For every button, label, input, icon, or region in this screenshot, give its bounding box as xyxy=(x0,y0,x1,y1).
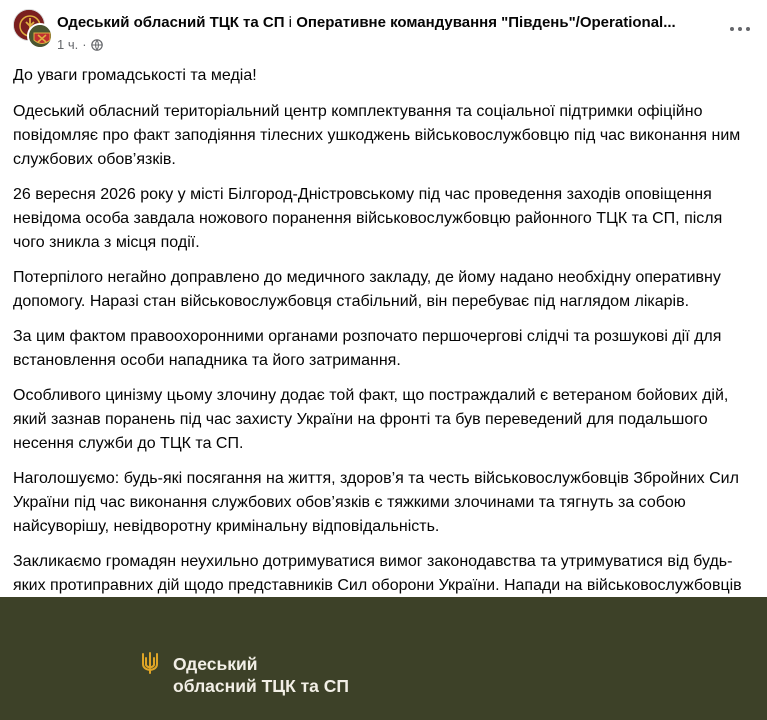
banner-title xyxy=(173,653,573,697)
banner-line-1: Одеський xyxy=(173,654,258,674)
more-options-dot xyxy=(746,27,750,31)
more-options-button[interactable] xyxy=(722,17,758,41)
post-paragraph: За цим фактом правоохоронними органами розпочато першочергові слідчі та розшукові дії для встановлення особи нападника та його затримання. xyxy=(13,328,722,369)
globe-icon[interactable] xyxy=(91,39,103,51)
post-paragraph: Наголошуємо: будь-які посягання на життя, здоров’я та честь військовослужбовців Збройних Сил України під час виконання службових обов’язків є тяжкими злочинами та тягнуть за собою найсуворішу, невідворотну кримінальну відповідальність. xyxy=(13,470,739,535)
post-timestamp[interactable]: 1 ч. xyxy=(57,37,79,52)
more-options-dot xyxy=(738,27,742,31)
secondary-avatar[interactable] xyxy=(27,23,53,49)
post-body xyxy=(13,64,753,657)
meta-separator: · xyxy=(82,37,87,52)
command-emblem-icon xyxy=(29,25,53,49)
author-conjunction: і xyxy=(288,14,293,31)
trident-icon xyxy=(141,652,159,674)
post-meta xyxy=(57,36,103,54)
author-secondary-link[interactable]: Оперативне командування "Південь"/Operational... xyxy=(296,14,676,31)
post-authors xyxy=(57,13,722,33)
author-primary-link[interactable]: Одеський обласний ТЦК та СП xyxy=(57,14,285,31)
post-paragraph: Особливого цинізму цьому злочину додає той факт, що постраждалий є ветераном бойових дій, який зазнав поранень під час захисту України на фронті та був переведений для подальшого несення служби до ТЦК та СП. xyxy=(13,387,729,452)
post-header xyxy=(0,0,767,62)
banner-line-2: обласний ТЦК та СП xyxy=(173,676,349,696)
post-paragraph: Одеський обласний територіальний центр комплектування та соціальної підтримки офіційно повідомляє про факт заподіяння тілесних ушкоджень військовослужбовцю під час виконання ним службових обов’язків. xyxy=(13,103,741,168)
post-paragraph: До уваги громадськості та медіа! xyxy=(13,67,257,84)
post-paragraph: Потерпілого негайно доправлено до медичного закладу, де йому надано необхідну оперативну допомогу. Наразі стан військовослужбовця стабільний, він перебуває під наглядом лікарів. xyxy=(13,269,721,310)
post-paragraph: 26 вересня 2026 року у місті Білгород-Дністровському під час проведення заходів оповіщення невідома особа завдала ножового поранення військовослужбовцю районного ТЦК та СП, після чого зникла з місця події. xyxy=(13,186,723,251)
avatar-group[interactable] xyxy=(13,9,53,49)
more-options-icon xyxy=(730,27,734,31)
post-paragraph: Закликаємо громадян неухильно дотримуватися вимог законодавства та утримуватися від будь-яких протиправних дій щодо представників Сил оборони України. Напади на військовослужбовців xyxy=(13,553,742,594)
